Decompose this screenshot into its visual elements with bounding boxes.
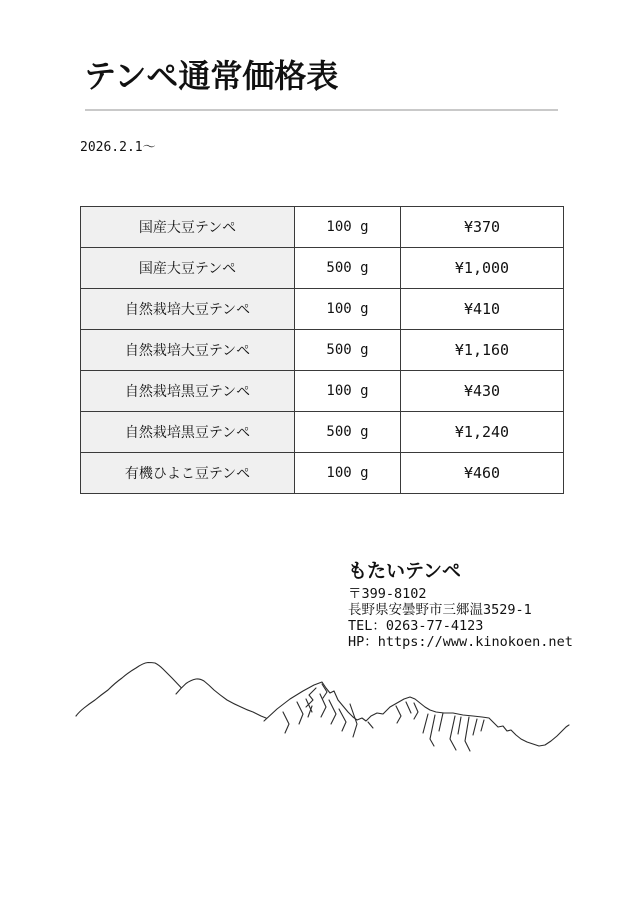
table-row [81,330,564,371]
table-row [81,371,564,412]
price-table [80,206,564,494]
title-divider [85,109,558,111]
tel-line: TEL：0263-77-4123 [348,618,484,634]
table-row [81,289,564,330]
product-name-cell: 自然栽培大豆テンペ [81,330,295,371]
product-name-cell: 自然栽培黒豆テンペ [81,371,295,412]
table-row [81,207,564,248]
price-cell: ¥410 [401,289,564,330]
price-cell: ¥1,240 [401,412,564,453]
postal-code: 〒399-8102 [348,586,427,602]
product-name-cell: 国産大豆テンペ [81,248,295,289]
address: 長野県安曇野市三郷温3529-1 [348,602,532,618]
weight-cell: 500 g [295,330,401,371]
table-row [81,412,564,453]
weight-cell: 500 g [295,248,401,289]
weight-cell: 100 g [295,371,401,412]
price-cell: ¥430 [401,371,564,412]
website-line: HP：https://www.kinokoen.net [348,634,573,650]
price-cell: ¥1,000 [401,248,564,289]
price-cell: ¥460 [401,453,564,494]
product-name-cell: 自然栽培大豆テンペ [81,289,295,330]
weight-cell: 100 g [295,289,401,330]
product-name-cell: 自然栽培黒豆テンペ [81,412,295,453]
weight-cell: 500 g [295,412,401,453]
effective-date: 2026.2.1～ [80,140,156,155]
price-cell: ¥1,160 [401,330,564,371]
product-name-cell: 国産大豆テンペ [81,207,295,248]
shop-name: もたいテンペ [348,560,462,582]
weight-cell: 100 g [295,453,401,494]
product-name-cell: 有機ひよこ豆テンペ [81,453,295,494]
weight-cell: 100 g [295,207,401,248]
table-row [81,453,564,494]
contact-block [348,559,573,650]
price-cell: ¥370 [401,207,564,248]
page-title: テンペ通常価格表 [84,57,339,95]
mountain-sketch-illustration [55,650,580,765]
table-row [81,248,564,289]
